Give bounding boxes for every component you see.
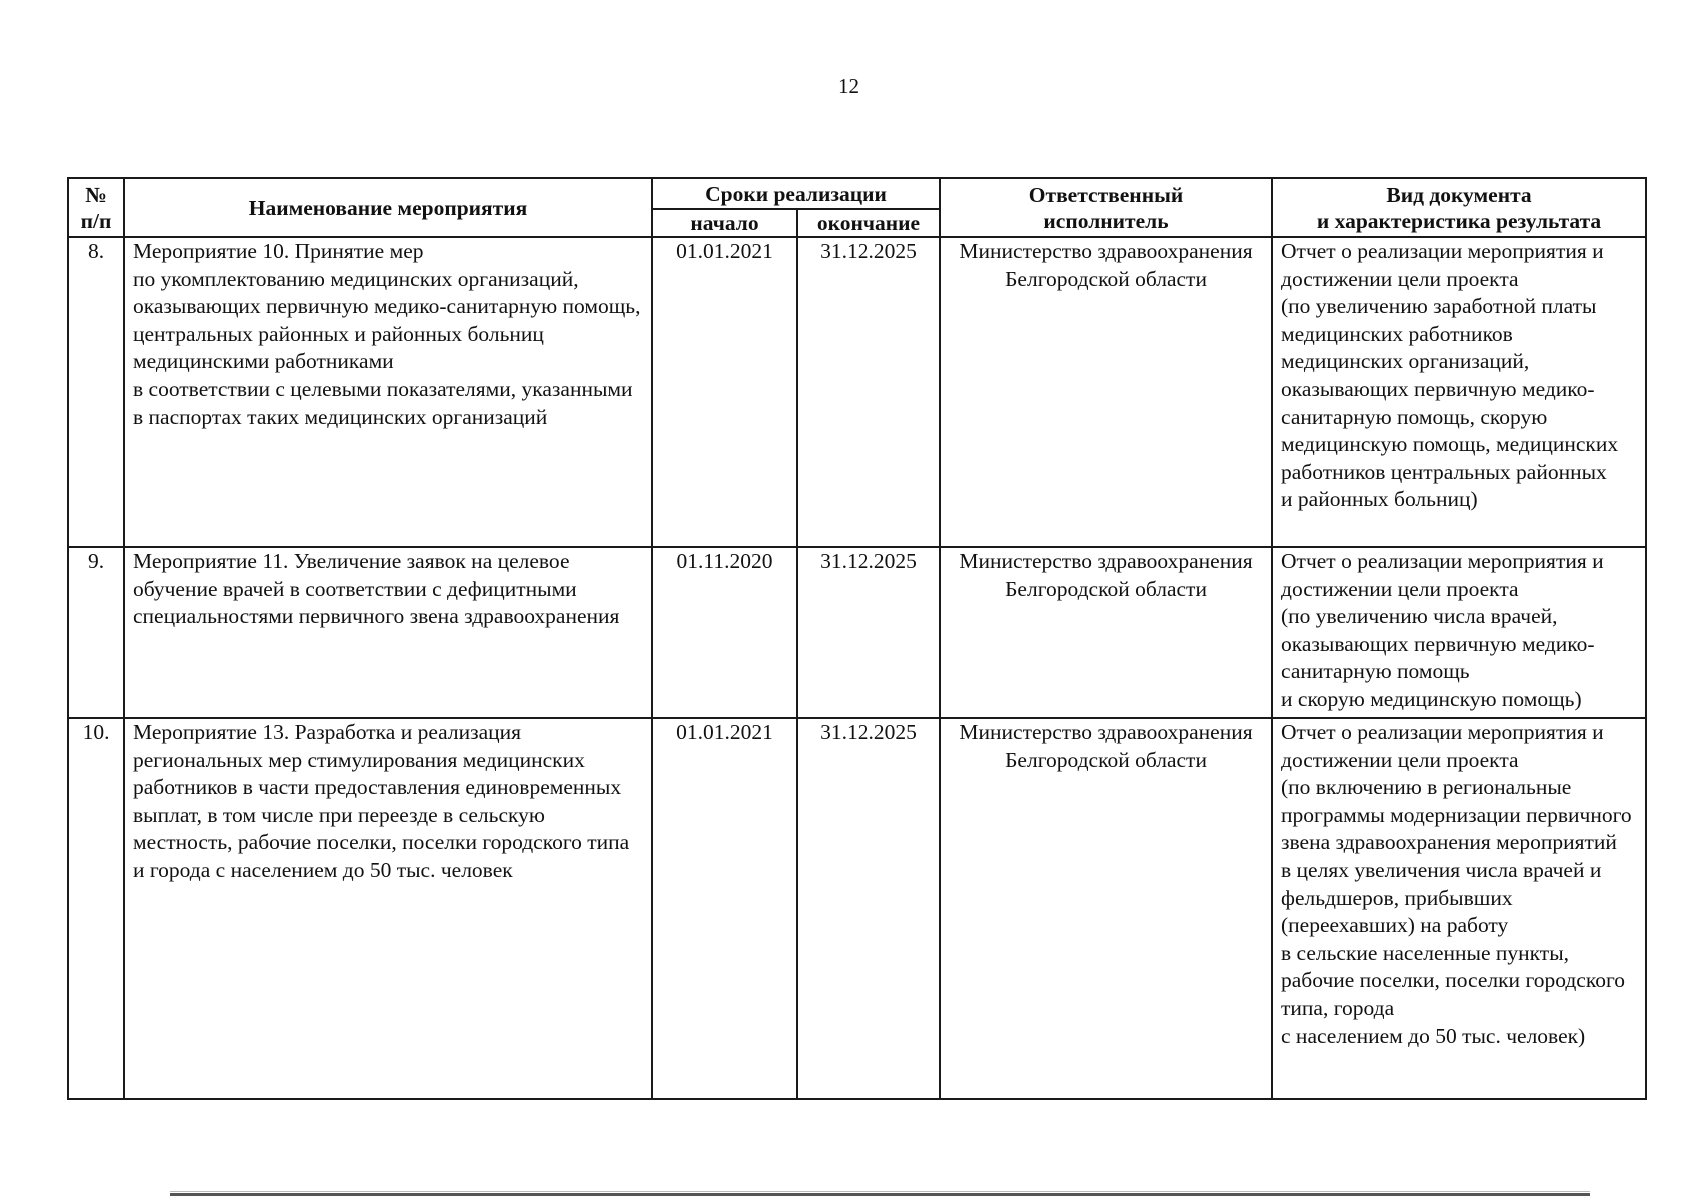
activity-name: Мероприятие 13. Разработка и реализация региональных мер стимулирования медицинских работников в части предоставления единовременных выплат, в том числе при переезде в сельскую местность, рабочие поселки, поселки городского типа и города с населением до 50 тыс. человек [124,718,652,1099]
document-result: Отчет о реализации мероприятия и достижении цели проекта (по увеличению числа врачей, оказывающих первичную медико-санитарную помощь и скорую медицинскую помощь) [1272,547,1646,718]
header-name: Наименование мероприятия [124,178,652,237]
row-number: 8. [68,237,124,547]
start-date: 01.01.2021 [652,718,797,1099]
end-date: 31.12.2025 [797,718,940,1099]
footer-rule-thin [170,1191,1590,1192]
end-date: 31.12.2025 [797,547,940,718]
header-document: Вид документа и характеристика результата [1272,178,1646,237]
table-header [68,178,1646,237]
end-date: 31.12.2025 [797,237,940,547]
page-number: 12 [838,74,859,98]
header-num: № п/п [68,178,124,237]
header-end: окончание [797,209,940,237]
row-number: 9. [68,547,124,718]
document-result: Отчет о реализации мероприятия и достижении цели проекта (по включению в региональные программы модернизации первичного звена здравоохранения мероприятий в целях увеличения числа врачей и фельдшеров, прибывших (переехавших) на работу в сельские населенные пункты, рабочие поселки, поселки городского типа, города с населением до 50 тыс. человек) [1272,718,1646,1099]
header-terms: Сроки реализации [652,178,940,209]
table-row [68,718,1646,1099]
document-result: Отчет о реализации мероприятия и достижении цели проекта (по увеличению заработной платы медицинских работников медицинских организаций, оказывающих первичную медико-санитарную помощь, скорую медицинскую помощь, медицинских работников центральных районных и районных больниц) [1272,237,1646,547]
table-row [68,547,1646,718]
header-start: начало [652,209,797,237]
responsible-executor: Министерство здравоохранения Белгородской области [940,718,1272,1099]
row-number: 10. [68,718,124,1099]
activities-table [67,177,1647,1100]
start-date: 01.01.2021 [652,237,797,547]
activity-name: Мероприятие 11. Увеличение заявок на целевое обучение врачей в соответствии с дефицитными специальностями первичного звена здравоохранения [124,547,652,718]
start-date: 01.11.2020 [652,547,797,718]
footer-rule [170,1193,1590,1196]
activity-name: Мероприятие 10. Принятие мер по укомплектованию медицинских организаций, оказывающих первичную медико-санитарную помощь, центральных районных и районных больниц медицинскими работниками в соответствии с целевыми показателями, указанными в паспортах таких медицинских организаций [124,237,652,547]
responsible-executor: Министерство здравоохранения Белгородской области [940,237,1272,547]
table-row [68,237,1646,547]
header-executor: Ответственный исполнитель [940,178,1272,237]
responsible-executor: Министерство здравоохранения Белгородской области [940,547,1272,718]
